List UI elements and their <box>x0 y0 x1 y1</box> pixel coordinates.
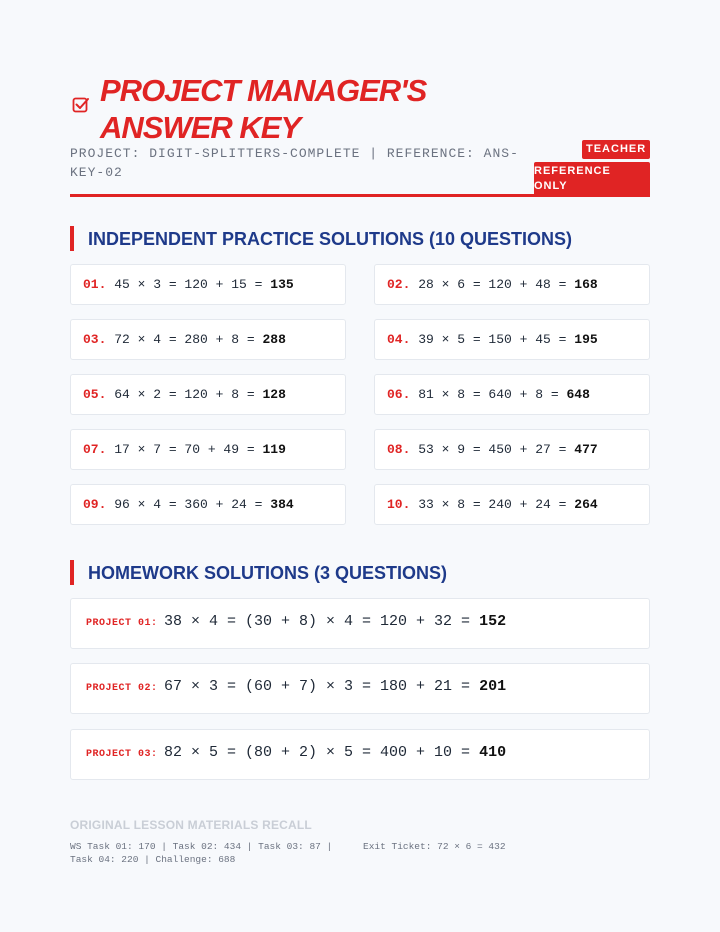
project-label: PROJECT 03: <box>86 749 158 760</box>
practice-card <box>70 429 346 470</box>
page-title-line1: PROJECT MANAGER'S <box>100 73 427 108</box>
page-title-line2: ANSWER KEY <box>100 110 301 145</box>
question-expression: 33 × 8 = 240 + 24 = <box>418 497 567 512</box>
practice-card <box>70 319 346 360</box>
recall-heading: ORIGINAL LESSON MATERIALS RECALL <box>70 818 312 832</box>
question-number: 03. <box>83 332 107 347</box>
badge-line2: REFERENCE ONLY <box>534 162 650 196</box>
question-number: 06. <box>387 387 411 402</box>
practice-heading: INDEPENDENT PRACTICE SOLUTIONS (10 QUESTIONS) <box>88 229 573 249</box>
homework-card <box>70 663 650 714</box>
section-accent-bar <box>70 560 74 585</box>
badge-line1: TEACHER <box>582 140 650 159</box>
question-expression: 72 × 4 = 280 + 8 = <box>114 332 255 347</box>
page-title <box>100 72 500 146</box>
question-answer: 264 <box>574 497 598 512</box>
homework-answer: 201 <box>479 678 507 695</box>
question-number: 05. <box>83 387 107 402</box>
question-answer: 128 <box>262 387 286 402</box>
question-answer: 195 <box>574 332 598 347</box>
question-expression: 96 × 4 = 360 + 24 = <box>114 497 263 512</box>
homework-card <box>70 598 650 649</box>
question-answer: 168 <box>574 277 598 292</box>
project-label: PROJECT 01: <box>86 618 158 629</box>
question-answer: 477 <box>574 442 598 457</box>
teacher-badge <box>534 139 650 196</box>
question-number: 10. <box>387 497 411 512</box>
question-expression: 28 × 6 = 120 + 48 = <box>418 277 567 292</box>
question-answer: 135 <box>270 277 294 292</box>
homework-expression: 82 × 5 = (80 + 2) × 5 = 400 + 10 = <box>164 744 471 761</box>
question-number: 07. <box>83 442 107 457</box>
recall-exit-ticket: Exit Ticket: 72 × 6 = 432 <box>363 841 506 852</box>
question-answer: 288 <box>262 332 286 347</box>
homework-expression: 67 × 3 = (60 + 7) × 3 = 180 + 21 = <box>164 678 471 695</box>
homework-equation <box>164 744 506 761</box>
practice-card <box>70 374 346 415</box>
practice-card <box>374 374 650 415</box>
homework-section-heading <box>70 560 650 586</box>
practice-card <box>374 484 650 525</box>
question-expression: 81 × 8 = 640 + 8 = <box>418 387 559 402</box>
project-reference: PROJECT: DIGIT-SPLITTERS-COMPLETE | REFERENCE: ANS-KEY-02 <box>70 146 519 180</box>
question-expression: 17 × 7 = 70 + 49 = <box>114 442 255 457</box>
recall-worksheet-answers: WS Task 01: 170 | Task 02: 434 | Task 03: 87 | Task 04: 220 | Challenge: 688 <box>70 841 333 865</box>
question-number: 04. <box>387 332 411 347</box>
homework-heading: HOMEWORK SOLUTIONS (3 QUESTIONS) <box>88 563 448 583</box>
checkbox-check-icon <box>72 96 90 114</box>
project-label: PROJECT 02: <box>86 683 158 694</box>
practice-card <box>70 484 346 525</box>
practice-card <box>374 264 650 305</box>
question-number: 08. <box>387 442 411 457</box>
homework-equation <box>164 613 506 630</box>
question-number: 02. <box>387 277 411 292</box>
practice-card <box>70 264 346 305</box>
homework-expression: 38 × 4 = (30 + 8) × 4 = 120 + 32 = <box>164 613 471 630</box>
practice-section-heading <box>70 226 650 252</box>
practice-card <box>374 429 650 470</box>
homework-answer: 410 <box>479 744 507 761</box>
practice-card <box>374 319 650 360</box>
question-answer: 119 <box>262 442 286 457</box>
section-accent-bar <box>70 226 74 251</box>
question-expression: 39 × 5 = 150 + 45 = <box>418 332 567 347</box>
question-expression: 64 × 2 = 120 + 8 = <box>114 387 255 402</box>
question-expression: 45 × 3 = 120 + 15 = <box>114 277 263 292</box>
homework-answer: 152 <box>479 613 507 630</box>
homework-equation <box>164 678 506 695</box>
question-expression: 53 × 9 = 450 + 27 = <box>418 442 567 457</box>
question-answer: 648 <box>566 387 590 402</box>
header-divider <box>70 194 650 197</box>
homework-card <box>70 729 650 780</box>
question-answer: 384 <box>270 497 294 512</box>
question-number: 09. <box>83 497 107 512</box>
question-number: 01. <box>83 277 107 292</box>
